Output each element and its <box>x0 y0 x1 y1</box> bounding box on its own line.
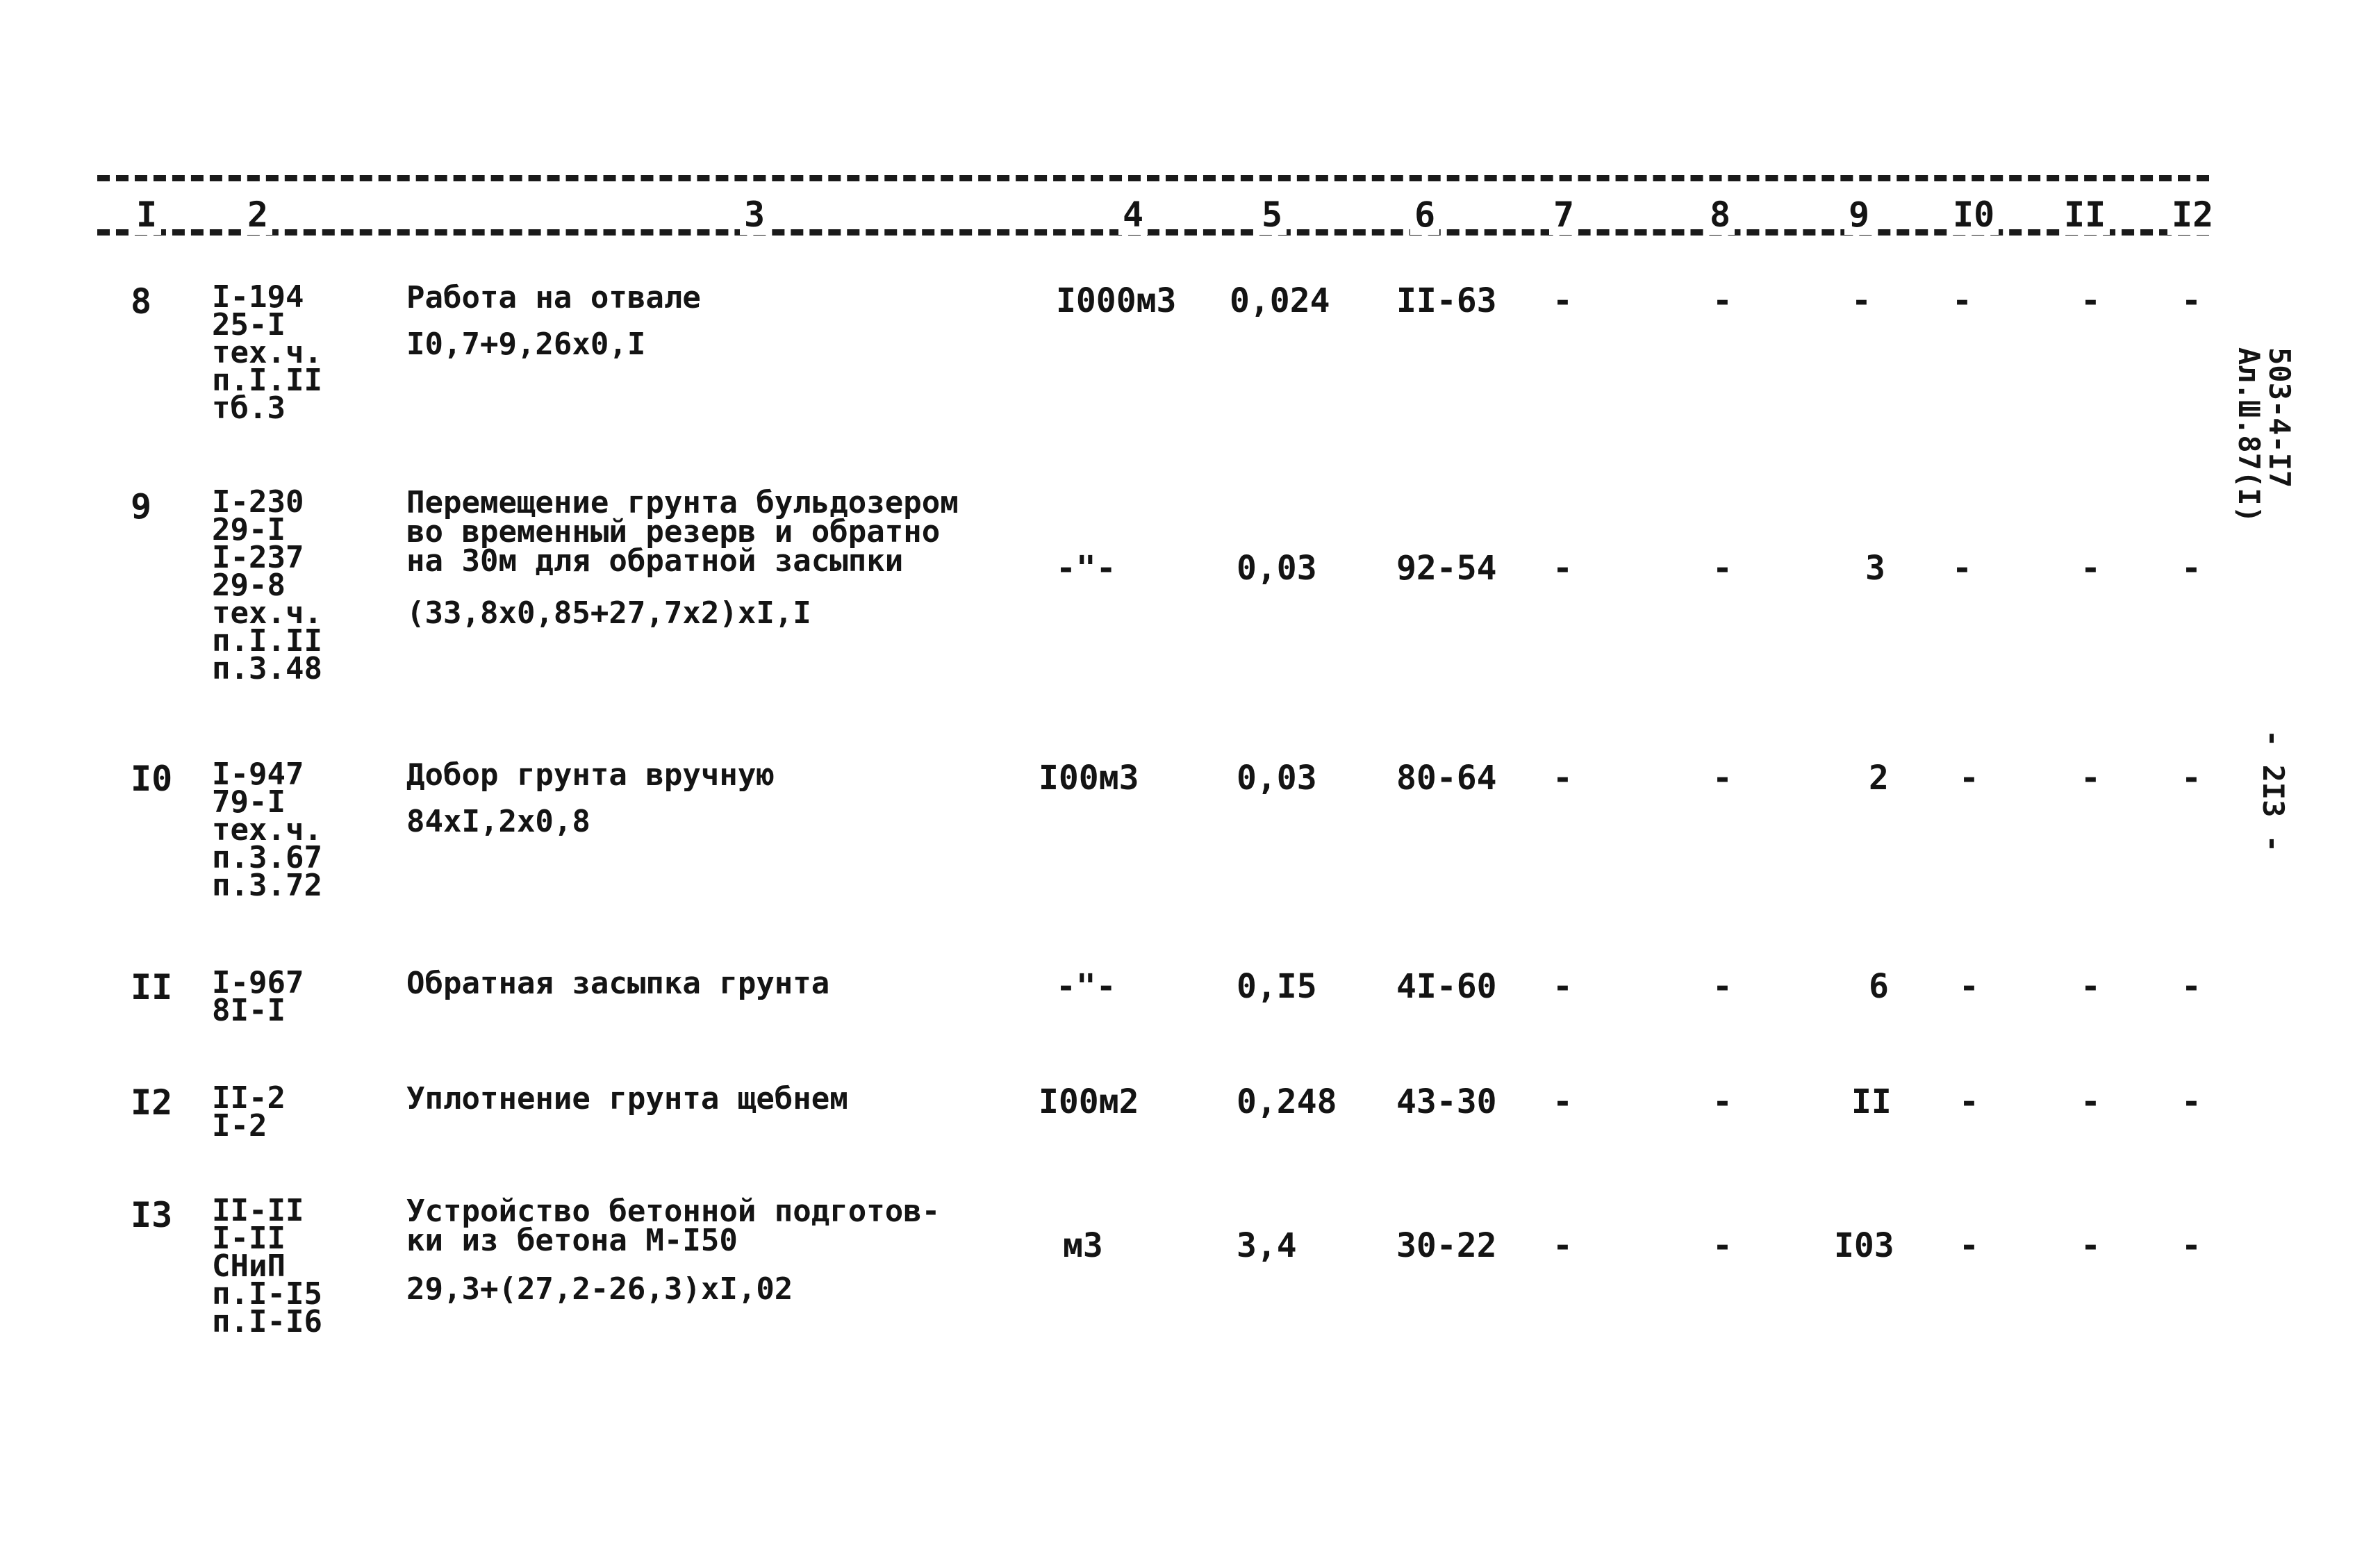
col-10-value: - <box>1959 1226 1979 1265</box>
col-7-value: - <box>1553 1082 1573 1121</box>
quantity: 0,024 <box>1230 281 1330 320</box>
col-12-value: - <box>2181 759 2201 798</box>
col-10-value: - <box>1952 281 1972 320</box>
col-6-value: 30-22 <box>1396 1226 1497 1265</box>
col-12-value: - <box>2181 549 2201 588</box>
row-number: 8 <box>131 281 152 322</box>
work-description: Добор грунта вручную <box>406 757 775 793</box>
col-9-value: 6 <box>1869 967 1889 1006</box>
col-8-value: - <box>1712 967 1733 1006</box>
col-11-value: - <box>2081 967 2101 1006</box>
col-header-5: 5 <box>1257 195 1287 235</box>
col-header-3: 3 <box>740 195 769 235</box>
col-8-value: - <box>1712 759 1733 798</box>
col-7-value: - <box>1553 1226 1573 1265</box>
norm-code: I-947 79-I тех.ч. п.3.67 п.3.72 <box>212 757 322 903</box>
quantity: 0,03 <box>1237 549 1317 588</box>
col-8-value: - <box>1712 549 1733 588</box>
volume-formula: 29,3+(27,2-26,3)хI,02 <box>406 1271 793 1307</box>
unit: I00м3 <box>1039 759 1139 798</box>
work-description: Работа на отвале <box>406 280 701 315</box>
col-11-value: - <box>2081 1082 2101 1121</box>
col-7-value: - <box>1553 759 1573 798</box>
volume-formula: (33,8х0,85+27,7х2)хI,I <box>406 595 811 631</box>
col-header-6: 6 <box>1410 195 1439 235</box>
quantity: 0,248 <box>1237 1082 1337 1121</box>
unit: -"- <box>1056 967 1116 1006</box>
quantity: 0,03 <box>1237 759 1317 798</box>
col-7-value: - <box>1553 549 1573 588</box>
col-8-value: - <box>1712 1082 1733 1121</box>
unit: м3 <box>1063 1226 1103 1265</box>
unit: -"- <box>1056 549 1116 588</box>
volume-formula: I0,7+9,26х0,I <box>406 327 646 362</box>
col-9-value: I03 <box>1834 1226 1894 1265</box>
col-10-value: - <box>1959 967 1979 1006</box>
volume-formula: 84хI,2х0,8 <box>406 804 590 839</box>
norm-code: II-II I-II СНиП п.I-I5 п.I-I6 <box>212 1193 322 1339</box>
row-number: I2 <box>131 1082 173 1123</box>
col-header-1: I <box>132 195 161 235</box>
col-6-value: 4I-60 <box>1396 967 1497 1006</box>
col-9-value: II <box>1851 1082 1892 1121</box>
work-description: Уплотнение грунта щебнем <box>406 1081 848 1116</box>
unit: I00м2 <box>1039 1082 1139 1121</box>
row-number: II <box>131 967 173 1007</box>
norm-code: I-967 8I-I <box>212 965 304 1028</box>
work-description: Устройство бетонной подготов- ки из бетона М-I50 <box>406 1194 941 1258</box>
col-11-value: - <box>2081 549 2101 588</box>
quantity: 0,I5 <box>1237 967 1317 1006</box>
col-header-11: II <box>2060 195 2110 235</box>
work-description: Перемещение грунта бульдозером во временный резерв и обратно на 30м для обратной засыпки <box>406 485 959 579</box>
col-7-value: - <box>1553 281 1573 320</box>
col-header-10: I0 <box>1949 195 1999 235</box>
norm-code: II-2 I-2 <box>212 1080 286 1144</box>
col-7-value: - <box>1553 967 1573 1006</box>
col-12-value: - <box>2181 967 2201 1006</box>
col-10-value: - <box>1959 759 1979 798</box>
row-number: 9 <box>131 486 152 527</box>
col-9-value: - <box>1851 281 1871 320</box>
col-10-value: - <box>1959 1082 1979 1121</box>
col-8-value: - <box>1712 1226 1733 1265</box>
norm-code: I-194 25-I тех.ч. п.I.II тб.3 <box>212 279 322 426</box>
col-11-value: - <box>2081 759 2101 798</box>
col-9-value: 3 <box>1865 549 1885 588</box>
document-code: 503-4-I7 Ал.Ш.87(I) <box>2232 347 2297 523</box>
col-header-8: 8 <box>1705 195 1735 235</box>
row-number: I0 <box>131 759 173 799</box>
col-12-value: - <box>2181 1226 2201 1265</box>
col-12-value: - <box>2181 281 2201 320</box>
col-header-7: 7 <box>1549 195 1578 235</box>
col-header-12: I2 <box>2167 195 2217 235</box>
norm-code: I-230 29-I I-237 29-8 тех.ч. п.I.II п.3.48 <box>212 484 322 686</box>
col-11-value: - <box>2081 1226 2101 1265</box>
col-9-value: 2 <box>1869 759 1889 798</box>
header-bottom-rule <box>97 229 2209 236</box>
col-6-value: 92-54 <box>1396 549 1497 588</box>
page-number: - 2I3 - <box>2256 729 2290 853</box>
col-header-9: 9 <box>1844 195 1874 235</box>
col-header-4: 4 <box>1118 195 1148 235</box>
quantity: 3,4 <box>1237 1226 1297 1265</box>
col-11-value: - <box>2081 281 2101 320</box>
col-6-value: 80-64 <box>1396 759 1497 798</box>
col-12-value: - <box>2181 1082 2201 1121</box>
col-header-2: 2 <box>243 195 272 235</box>
col-6-value: 43-30 <box>1396 1082 1497 1121</box>
col-6-value: II-63 <box>1396 281 1497 320</box>
table-top-rule <box>97 175 2209 181</box>
col-10-value: - <box>1952 549 1972 588</box>
unit: I000м3 <box>1056 281 1177 320</box>
col-8-value: - <box>1712 281 1733 320</box>
work-description: Обратная засыпка грунта <box>406 966 830 1001</box>
row-number: I3 <box>131 1195 173 1235</box>
